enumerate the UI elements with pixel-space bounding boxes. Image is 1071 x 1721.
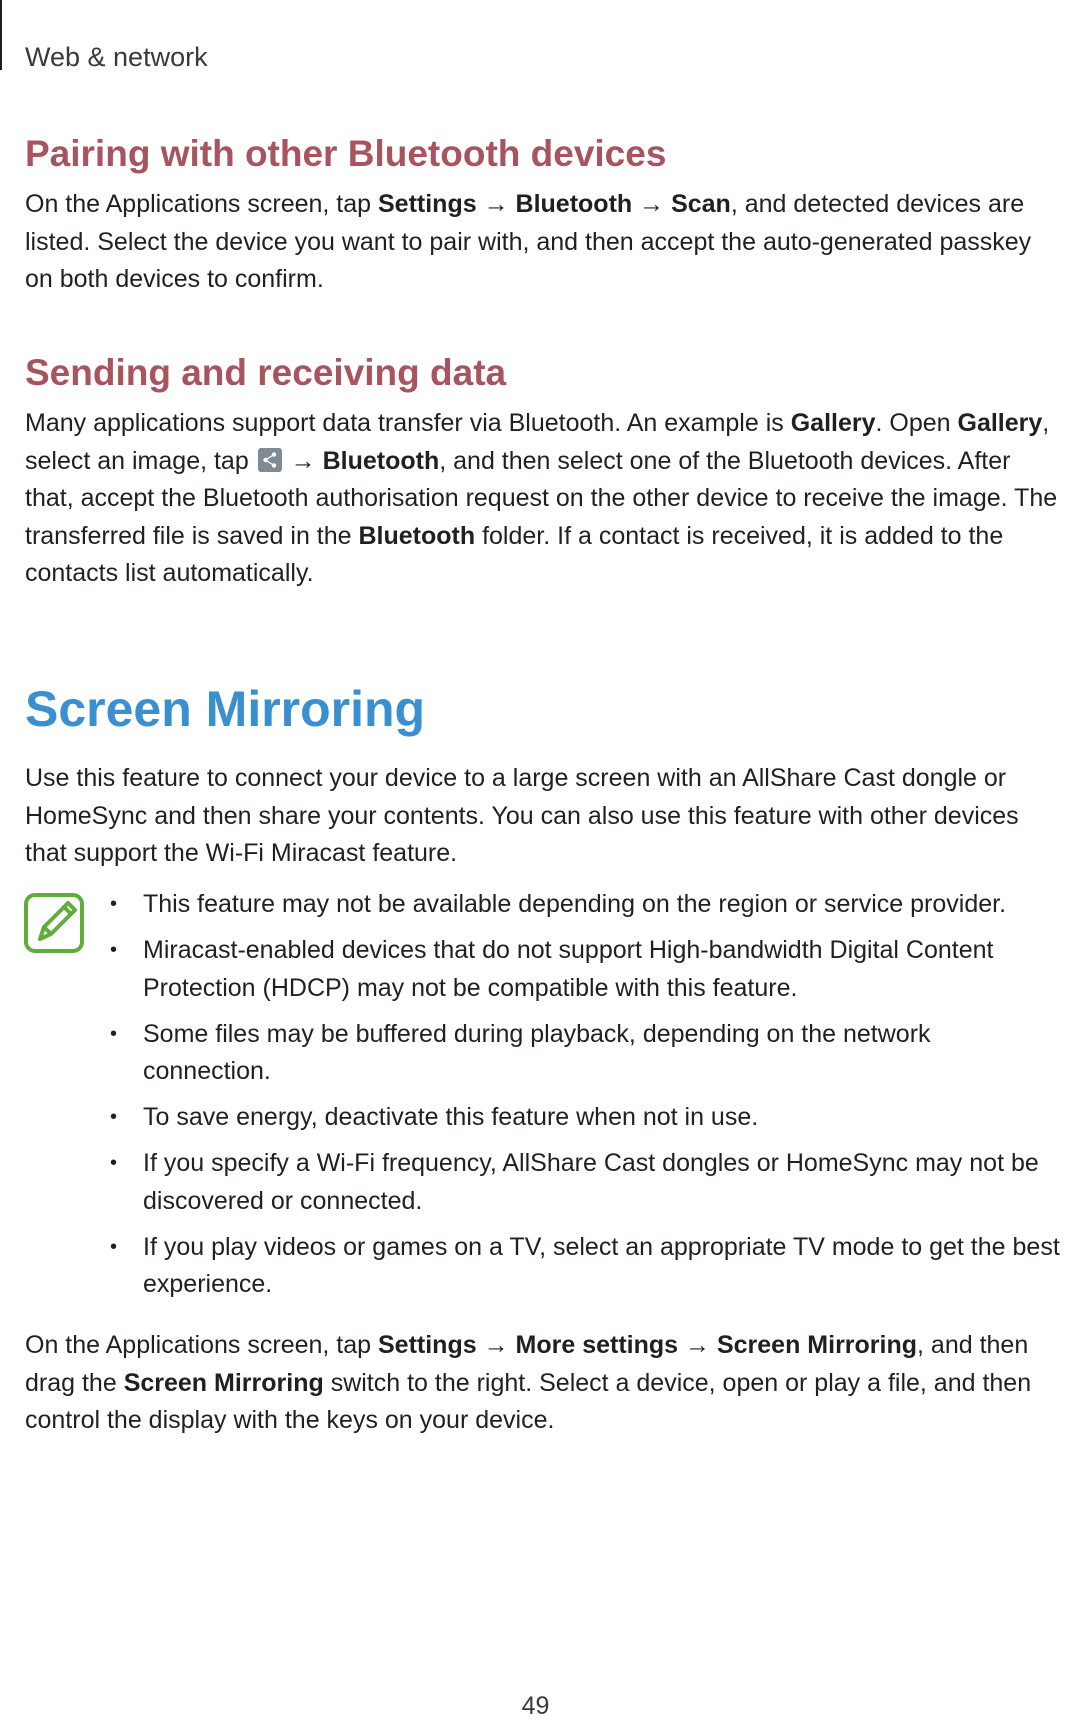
menu-path-scan: Scan — [671, 190, 731, 218]
note-text: To save energy, deactivate this feature when not in use. — [143, 1103, 759, 1131]
mirroring-instructions — [25, 1327, 1065, 1440]
folder-name-bluetooth: Bluetooth — [358, 521, 476, 550]
app-name-gallery: Gallery — [957, 409, 1043, 437]
note-item — [110, 932, 1065, 1007]
menu-path-screen-mirroring: Screen Mirroring — [716, 1331, 918, 1359]
note-text: Miracast-enabled devices that do not support High-bandwidth Digital Content Protection (HDCP) may not be compatible with this feature. — [143, 936, 994, 1002]
menu-path-settings: Settings — [378, 1331, 477, 1359]
section-header: Web & network — [25, 42, 208, 72]
text: , select an image, tap — [25, 409, 1050, 475]
bullet-dot: • — [110, 893, 118, 915]
sending-heading: Sending and receiving data — [25, 352, 507, 393]
pairing-heading: Pairing with other Bluetooth devices — [25, 133, 667, 174]
arrow: → — [632, 190, 672, 218]
text: . Open — [875, 409, 958, 437]
note-list — [110, 886, 1065, 1312]
menu-path-bluetooth: Bluetooth — [515, 190, 633, 218]
text: , and detected devices are listed. Select the device you want to pair with, and then accept the auto-generated passkey on both devices to confirm. — [25, 190, 1032, 293]
arrow: → — [678, 1331, 717, 1359]
sending-paragraph — [25, 405, 1065, 593]
bullet-dot: • — [110, 1106, 118, 1128]
text: On the Applications screen, tap — [25, 190, 378, 218]
menu-path-settings: Settings — [378, 190, 477, 218]
note-item — [110, 1016, 1065, 1091]
app-name-gallery: Gallery — [790, 409, 876, 437]
arrow: → — [476, 190, 516, 218]
text: folder. If a contact is received, it is added to the contacts list automatically. — [25, 521, 1004, 587]
note-text: If you specify a Wi-Fi frequency, AllShare Cast dongles or HomeSync may not be discovered or connected. — [143, 1149, 1039, 1215]
pairing-paragraph — [25, 186, 1065, 299]
note-item — [110, 886, 1065, 924]
bullet-dot: • — [110, 939, 118, 961]
note-text: If you play videos or games on a TV, select an appropriate TV mode to get the best experience. — [143, 1232, 1060, 1298]
bullet-dot: • — [110, 1152, 118, 1174]
text: switch to the right. Select a device, open or play a file, and then control the display with the keys on your device. — [25, 1368, 1032, 1434]
bullet-dot: • — [110, 1022, 118, 1045]
note-pencil-icon — [24, 893, 84, 953]
page-number: 49 — [521, 1692, 550, 1720]
text: Many applications support data transfer via Bluetooth. An example is — [25, 409, 791, 437]
top-rule — [0, 0, 2, 70]
arrow: → — [283, 446, 323, 475]
note-item — [110, 1099, 1065, 1137]
text: On the Applications screen, tap — [25, 1331, 378, 1359]
share-icon — [258, 448, 282, 472]
mirroring-intro: Use this feature to connect your device to a large screen with an AllShare Cast dongle or HomeSync and then share your contents. You can also use this feature with other devices that support the Wi-Fi Miracast feature. — [25, 764, 1019, 867]
text: , and then drag the — [25, 1331, 1029, 1397]
menu-path-more-settings: More settings — [515, 1331, 679, 1359]
mirroring-heading: Screen Mirroring — [25, 681, 426, 737]
arrow: → — [476, 1331, 516, 1359]
text: , and then select one of the Bluetooth devices. After that, accept the Bluetooth authorisation request on the other device to receive the image. The transferred file is saved in the — [25, 446, 1058, 550]
note-item — [110, 1229, 1065, 1304]
menu-path-bluetooth: Bluetooth — [322, 446, 440, 475]
bullet-dot: • — [110, 1235, 118, 1258]
note-text: This feature may not be available depending on the region or service provider. — [143, 890, 1007, 918]
note-item — [110, 1145, 1065, 1220]
note-text: Some files may be buffered during playback, depending on the network connection. — [143, 1019, 931, 1085]
switch-name-screen-mirroring: Screen Mirroring — [123, 1368, 324, 1397]
